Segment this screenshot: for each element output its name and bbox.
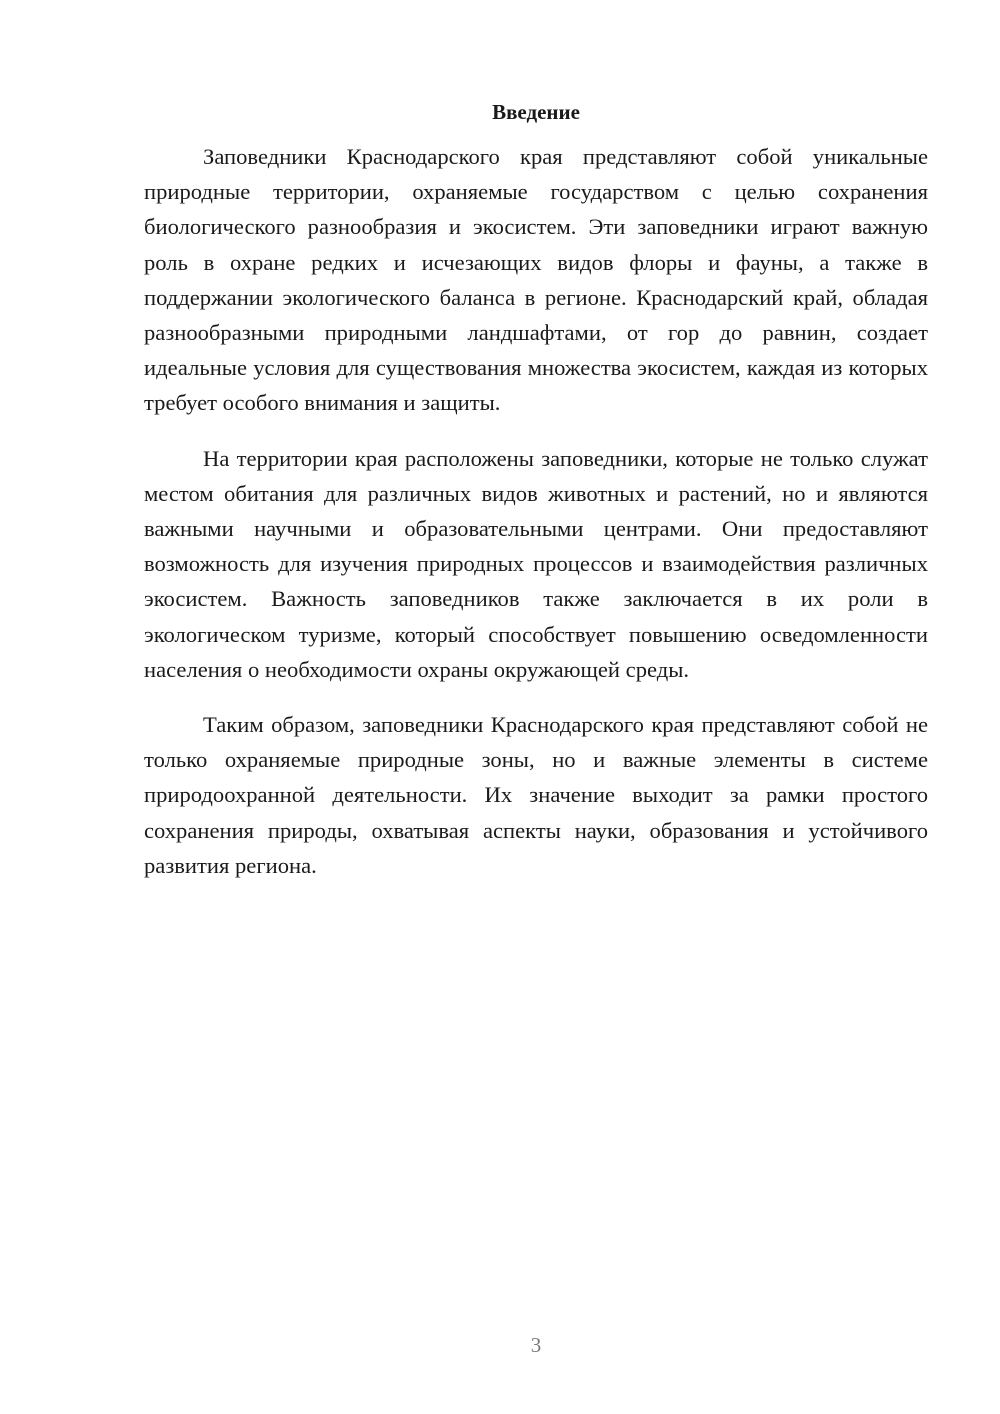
page-content	[144, 98, 928, 903]
paragraph-1: Заповедники Краснодарского края представляют собой уникальные природные территории, охраняемые государством с целью сохранения биологического разнообразия и экосистем. Эти заповедники играют важную роль в охране редких и исчезающих видов флоры и фауны, а также в поддержании экологического баланса в регионе. Краснодарский край, обладая разнообразными природными ландшафтами, от гор до равнин, создает идеальные условия для существования множества экосистем, каждая из которых требует особого внимания и защиты.	[144, 144, 928, 416]
paragraph-2: На территории края расположены заповедники, которые не только служат местом обитания для различных видов животных и растений, но и являются важными научными и образовательными центрами. Они предоставляют возможность для изучения природных процессов и взаимодействия различных экосистем. Важность заповедников также заключается в их роли в экологическом туризме, который способствует повышению осведомленности населения о необходимости охраны окружающей среды.	[144, 445, 928, 682]
section-title: Введение	[492, 100, 580, 124]
page-number: 3	[530, 1333, 542, 1357]
paragraph-3: Таким образом, заповедники Краснодарского края представляют собой не только охраняемые природные зоны, но и важные элементы в системе природоохранной деятельности. Их значение выходит за рамки простого сохранения природы, охватывая аспекты науки, образования и устойчивого развития региона.	[144, 712, 928, 878]
